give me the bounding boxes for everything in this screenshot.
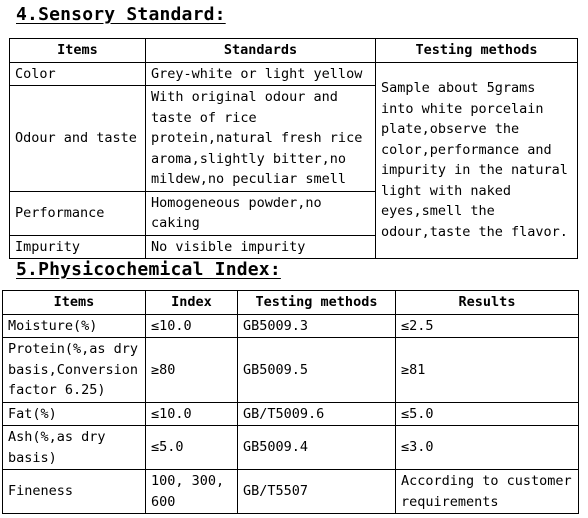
table-row — [3, 338, 579, 403]
item-fineness: Fineness — [3, 470, 146, 514]
method-protein: GB5009.5 — [238, 338, 396, 403]
method-fat: GB/T5009.6 — [238, 402, 396, 426]
item-protein: Protein(%,as dry basis,Conversion factor 6.25) — [3, 338, 146, 403]
index-fineness: 100, 300, 600 — [146, 470, 238, 514]
physicochemical-index-table — [2, 290, 579, 514]
item-performance: Performance — [10, 191, 146, 235]
testing-method-cell: Sample about 5grams into white porcelain plate,observe the color,performance and impurity in the natural light with naked eyes,smell the odour,taste the flavor. — [376, 62, 578, 259]
header-testing-methods: Testing methods — [376, 39, 578, 63]
item-fat: Fat(%) — [3, 402, 146, 426]
result-moisture: ≤2.5 — [396, 314, 579, 338]
method-fineness: GB/T5507 — [238, 470, 396, 514]
result-fat: ≤5.0 — [396, 402, 579, 426]
header-results: Results — [396, 291, 579, 315]
table-row — [3, 402, 579, 426]
table-row — [3, 314, 579, 338]
result-fineness: According to customer requirements — [396, 470, 579, 514]
item-moisture: Moisture(%) — [3, 314, 146, 338]
header-testing-methods: Testing methods — [238, 291, 396, 315]
item-odour-taste: Odour and taste — [10, 86, 146, 192]
item-ash: Ash(%,as dry basis) — [3, 426, 146, 470]
item-color: Color — [10, 62, 146, 86]
table-row — [3, 426, 579, 470]
item-impurity: Impurity — [10, 235, 146, 259]
standard-impurity: No visible impurity — [146, 235, 376, 259]
index-moisture: ≤10.0 — [146, 314, 238, 338]
sensory-standard-table — [9, 38, 578, 259]
index-protein: ≥80 — [146, 338, 238, 403]
physicochemical-index-title: 5.Physicochemical Index: — [16, 259, 281, 280]
standard-odour-taste: With original odour and taste of rice protein,natural fresh rice aroma,slightly bitter,no mildew,no peculiar smell — [146, 86, 376, 192]
sensory-standard-title: 4.Sensory Standard: — [16, 4, 226, 25]
header-items: Items — [10, 39, 146, 63]
index-ash: ≤5.0 — [146, 426, 238, 470]
method-ash: GB5009.4 — [238, 426, 396, 470]
result-protein: ≥81 — [396, 338, 579, 403]
result-ash: ≤3.0 — [396, 426, 579, 470]
header-items: Items — [3, 291, 146, 315]
table-header-row — [3, 291, 579, 315]
header-standards: Standards — [146, 39, 376, 63]
index-fat: ≤10.0 — [146, 402, 238, 426]
standard-performance: Homogeneous powder,no caking — [146, 191, 376, 235]
header-index: Index — [146, 291, 238, 315]
table-row — [10, 62, 578, 86]
table-header-row — [10, 39, 578, 63]
table-row — [3, 470, 579, 514]
standard-color: Grey-white or light yellow — [146, 62, 376, 86]
method-moisture: GB5009.3 — [238, 314, 396, 338]
